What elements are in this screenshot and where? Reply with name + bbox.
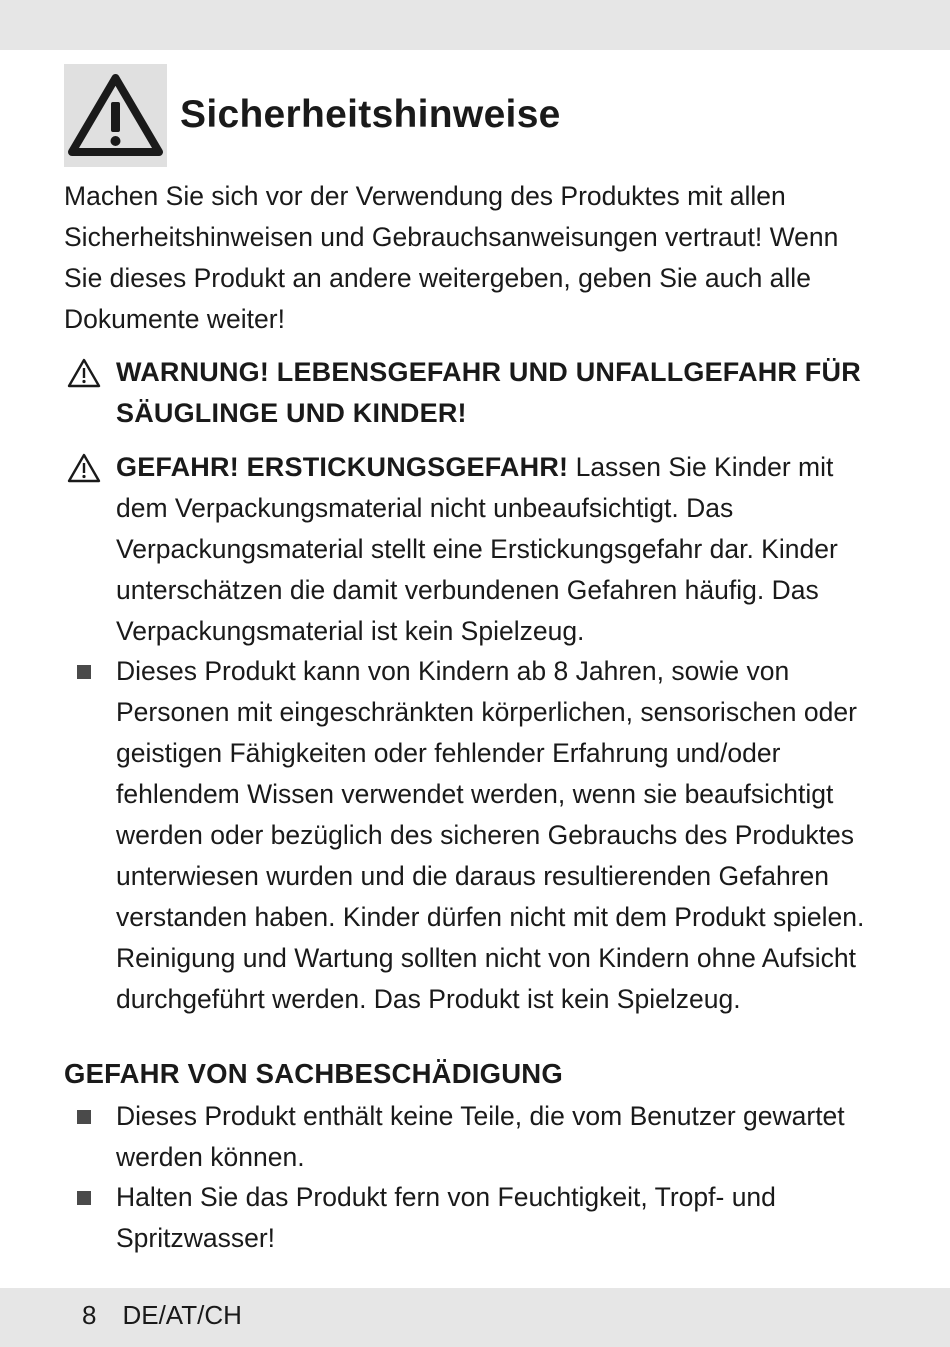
top-band (0, 0, 950, 50)
bullet-square-icon (64, 651, 104, 692)
property-damage-heading: GEFAHR VON SACHBESCHÄDIGUNG (64, 1058, 563, 1089)
bullet-children-text: Dieses Produkt kann von Kindern ab 8 Jahren, sowie von Personen mit eingeschränkten körperlichen, sensorischen oder geistigen Fähigkeiten oder fehlender Erfahrung und/oder fehlendem Wissen verwendet werden, wenn sie beaufsichtigt werden oder bezüglich des sicheren Gebrauchs des Produktes unterwiesen wurden und die daraus resultierenden Gefahren verstanden haben. Kinder dürfen nicht mit dem Produkt spielen. Reinigung und Wartung sollten nicht von Kindern ohne Aufsicht durchgeführt werden. Das Produkt ist kein Spielzeug. (116, 656, 865, 1014)
bullet-children (64, 651, 884, 1020)
footer (82, 1300, 242, 1330)
warning-suffocation (64, 447, 884, 652)
page-title: Sicherheitshinweise (180, 93, 561, 136)
warning-small-icon (64, 352, 104, 393)
page-number: 8 (82, 1300, 97, 1330)
warning-suffocation-text (116, 447, 884, 652)
warning-small-icon (64, 447, 104, 488)
intro-paragraph: Machen Sie sich vor der Verwendung des Produktes mit allen Sicherheitshinweisen und Gebrauchsanweisungen vertraut! Wenn Sie dieses Produkt an andere weitergeben, geben Sie auch alle Dokumente weiter! (64, 181, 839, 334)
property-damage-item-text: Dieses Produkt enthält keine Teile, die vom Benutzer gewartet werden können. (116, 1101, 845, 1172)
bullet-square-icon (64, 1096, 104, 1137)
warning-life-danger-text: WARNUNG! LEBENSGEFAHR UND UNFALLGEFAHR FÜR SÄUGLINGE UND KINDER! (116, 357, 861, 428)
property-damage-item-text: Halten Sie das Produkt fern von Feuchtigkeit, Tropf- und Spritzwasser! (116, 1182, 776, 1253)
region-label: DE/AT/CH (122, 1300, 242, 1330)
warning-suffocation-body: Lassen Sie Kinder mit dem Verpackungsmaterial nicht unbeaufsichtigt. Das Verpackungsmaterial stellt eine Erstickungsgefahr dar. Kinder unterschätzen die damit verbundenen Gefahren häufig. Das Verpackungsmaterial ist kein Spielzeug. (116, 452, 838, 646)
property-damage-item (64, 1096, 884, 1178)
warning-suffocation-label: GEFAHR! ERSTICKUNGSGEFAHR! (116, 452, 569, 482)
bullet-square-icon (64, 1177, 104, 1218)
warning-triangle-icon (64, 64, 167, 167)
property-damage-item (64, 1177, 884, 1259)
warning-life-danger (64, 352, 884, 434)
